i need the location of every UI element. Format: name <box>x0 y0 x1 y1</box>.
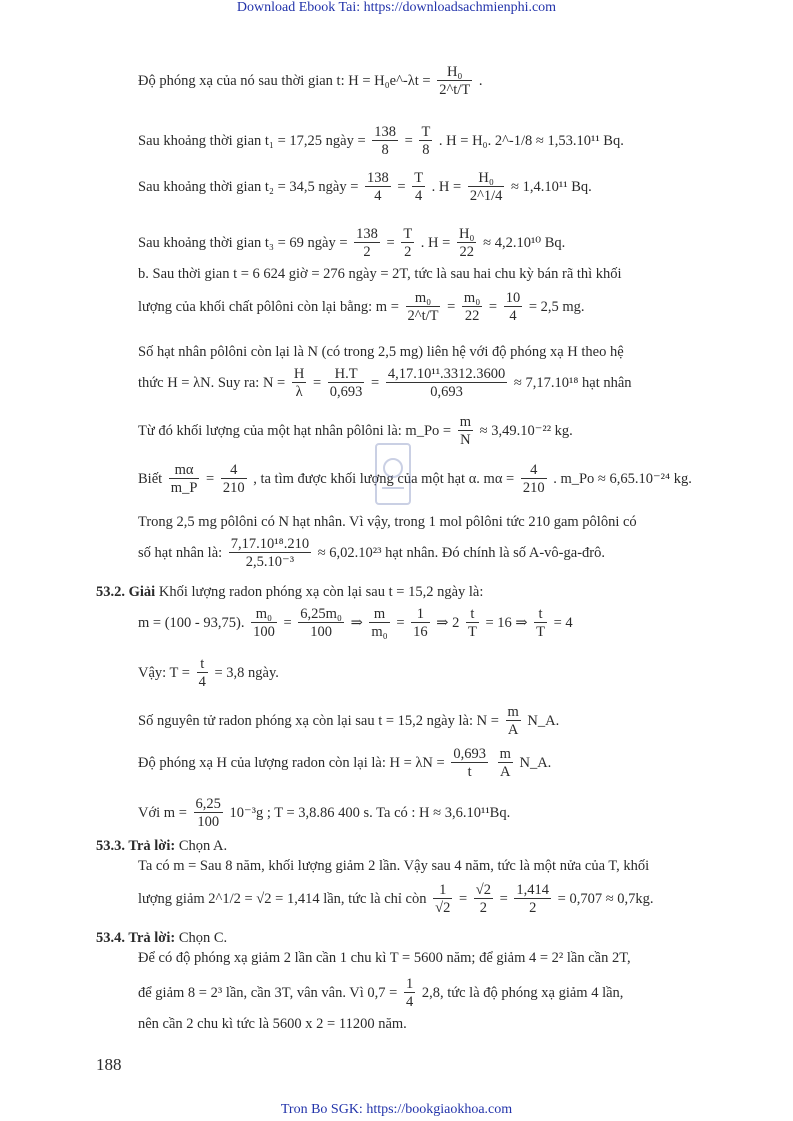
section-label: 53.4. Trả lời: <box>96 930 176 946</box>
fraction: $\frac{138}{4}$ <box>367 170 389 204</box>
text-line: b. Sau thời gian t = 6 624 giờ = 276 ngày = 2T, tức là sau hai chu kỳ bán rã thì khối <box>138 266 622 282</box>
text-line: thức H = λN. Suy ra: N = $\frac{H}{\lambda}$ = $\frac{H.T}{0,693}$ = $\frac{\text{4,17.10¹¹.3312.3600}}{0,693}$ ≈ 7,17.10¹⁸ hạt nhân <box>138 366 632 400</box>
text-line: Với m = $\frac{6,25}{100}$ 10⁻³g ; T = 3,8.86 400 s. Ta có : H ≈ 3,6.10¹¹Bq. <box>138 796 511 830</box>
section-label: 53.2. Giải <box>96 584 156 600</box>
fraction: $\frac{\text{H₀}}{22}$ <box>458 226 475 260</box>
fraction: $\frac{\text{H₀}}{2\^{}1/4}$ <box>469 170 503 204</box>
fraction: $\frac{T}{4}$ <box>414 170 424 204</box>
text-line: Số hạt nhân pôlôni còn lại là N (có trong 2,5 mg) liên hệ với độ phóng xạ H theo hệ <box>138 344 624 360</box>
fraction: $\frac{0,693}{t}$ <box>453 746 486 780</box>
fraction: $\frac{1}{16}$ <box>413 606 428 640</box>
text-line: Vậy: T = $\frac{t}{4}$ = 3,8 ngày. <box>138 656 279 690</box>
fraction: $\frac{m}{N}$ <box>459 414 471 448</box>
text-line: lượng của khối chất pôlôni còn lại bằng: m = $\frac{\text{m₀}}{2\^{}t/T}$ = $\frac{\text{m₀}}{22}$ = $\frac{10}{4}$ = 2,5 mg. <box>138 290 585 324</box>
text-line: Biết $\frac{m\alpha}{m\_P}$ = $\frac{4}{210}$ , ta tìm được khối lượng của một hạt α. mα = $\frac{4}{210}$ . m_Po ≈ 6,65.10⁻²⁴ kg. <box>138 462 692 496</box>
fraction: $\frac{\text{H₀}}{2\^{}t/T}$ <box>439 64 471 98</box>
text-line: m = (100 - 93,75). $\frac{\text{m₀}}{100}$ = $\frac{\text{6,25m₀}}{100}$ ⇒ $\frac{m}{\text{m₀}}$ = $\frac{1}{16}$ ⇒ 2 $\frac{t}{T}$ = 16 ⇒ $\frac{t}{T}$ = 4 <box>138 606 573 640</box>
footer-link[interactable]: Tron Bo SGK: https://bookgiaokhoa.com <box>280 1102 513 1117</box>
fraction: $\frac{1}{4}$ <box>405 976 414 1010</box>
text-line: Sau khoảng thời gian t₁ = 17,25 ngày = $\frac{138}{8}$ = $\frac{T}{8}$ . H = H₀. 2^-1/8 ≈ 1,53.10¹¹ Bq. <box>138 124 624 158</box>
fraction: $\frac{\text{4,17.10¹¹.3312.3600}}{0,693}$ <box>387 366 506 400</box>
fraction: $\frac{138}{8}$ <box>374 124 396 158</box>
fraction: $\frac{H.T}{0,693}$ <box>329 366 363 400</box>
text-line: Từ đó khối lượng của một hạt nhân pôlôni là: m_Po = $\frac{m}{N}$ ≈ 3,49.10⁻²² kg. <box>138 414 573 448</box>
book-watermark-icon <box>370 440 418 510</box>
fraction: $\frac{m\alpha}{m\_P}$ <box>170 462 198 496</box>
text-line: số hạt nhân là: $\frac{\text{7,17.10¹⁸.210}}{\text{2,5.10⁻³}}$ ≈ 6,02.10²³ hạt nhân. Đó chính là số A-vô-ga-đrô. <box>138 536 605 570</box>
fraction: $\frac{t}{T}$ <box>467 606 477 640</box>
text-line: Ta có m = Sau 8 năm, khối lượng giảm 2 lần. Vậy sau 4 năm, tức là một nửa của T, khối <box>138 858 650 874</box>
fraction: $\frac{1}{√2}$ <box>435 882 451 916</box>
text-line: Độ phóng xạ của nó sau thời gian t: H = H₀e^-λt = $\frac{\text{H₀}}{2\^{}t/T}$ . <box>138 64 483 98</box>
text-line: 53.3. Trả lời: Chọn A. <box>96 838 228 854</box>
fraction: $\frac{10}{4}$ <box>505 290 521 324</box>
text-line: Độ phóng xạ H của lượng radon còn lại là: H = λN = $\frac{0,693}{t}$ $\frac{m}{A}$ N_A. <box>138 746 552 780</box>
text-line: Trong 2,5 mg pôlôni có N hạt nhân. Vì vậy, trong 1 mol pôlôni tức 210 gam pôlôni có <box>138 514 637 530</box>
text-line: 53.2. Giải Khối lượng radon phóng xạ còn lại sau t = 15,2 ngày là: <box>96 584 484 600</box>
fraction: $\frac{\text{m₀}}{100}$ <box>253 606 275 640</box>
text-line: Để có độ phóng xạ giảm 2 lần cần 1 chu kì T = 5600 năm; để giảm 4 = 2² lần cần 2T, <box>138 950 631 966</box>
fraction: $\frac{m}{A}$ <box>507 704 519 738</box>
fraction: $\frac{t}{T}$ <box>536 606 545 640</box>
text-line: nên cần 2 chu kì tức là 5600 x 2 = 11200 năm. <box>138 1016 407 1032</box>
fraction: $\frac{√2}{2}$ <box>475 882 491 916</box>
text-line: Số nguyên tử radon phóng xạ còn lại sau t = 15,2 ngày là: N = $\frac{m}{A}$ N_A. <box>138 704 560 738</box>
fraction: $\frac{\text{m₀}}{22}$ <box>463 290 481 324</box>
section-label: 53.3. Trả lời: <box>96 838 176 854</box>
fraction: $\frac{\text{6,25m₀}}{100}$ <box>300 606 342 640</box>
fraction: $\frac{138}{2}$ <box>356 226 378 260</box>
fraction: $\frac{T}{8}$ <box>421 124 431 158</box>
fraction: $\frac{T}{2}$ <box>403 226 413 260</box>
text-line: Sau khoảng thời gian t₂ = 34,5 ngày = $\frac{138}{4}$ = $\frac{T}{4}$ . H = $\frac{\text{H₀}}{2\^{}1/4}$ ≈ 1,4.10¹¹ Bq. <box>138 170 592 204</box>
text-line: để giảm 8 = 2³ lần, cần 3T, vân vân. Vì 0,7 = $\frac{1}{4}$ 2,8, tức là độ phóng xạ giảm 4 lần, <box>138 976 624 1010</box>
text-line: Sau khoảng thời gian t₃ = 69 ngày = $\frac{138}{2}$ = $\frac{T}{2}$ . H = $\frac{\text{H₀}}{22}$ ≈ 4,2.10¹⁰ Bq. <box>138 226 566 260</box>
text-line: lượng giảm 2^1/2 = √2 = 1,414 lần, tức là chỉ còn $\frac{1}{√2}$ = $\frac{√2}{2}$ = $\frac{1,414}{2}$ = 0,707 ≈ 0,7kg. <box>138 882 654 916</box>
header-link[interactable]: Download Ebook Tai: https://downloadsachmienphi.com <box>236 0 557 15</box>
fraction: $\frac{m}{A}$ <box>499 746 511 780</box>
text-line: 53.4. Trả lời: Chọn C. <box>96 930 228 946</box>
fraction: $\frac{m}{\text{m₀}}$ <box>371 606 388 640</box>
fraction: $\frac{\text{m₀}}{2\^{}t/T}$ <box>407 290 439 324</box>
fraction: $\frac{6,25}{100}$ <box>195 796 221 830</box>
fraction: $\frac{\text{7,17.10¹⁸.210}}{\text{2,5.10⁻³}}$ <box>230 536 310 570</box>
fraction: $\frac{1,414}{2}$ <box>516 882 550 916</box>
fraction: $\frac{H}{\lambda}$ <box>293 366 305 400</box>
fraction: $\frac{t}{4}$ <box>198 656 206 690</box>
text: Độ phóng xạ của nó sau thời gian t: H = H₀e^-λt = <box>138 72 431 89</box>
page-number: 188 <box>96 1055 122 1074</box>
fraction: $\frac{4}{210}$ <box>522 462 545 496</box>
fraction: $\frac{4}{210}$ <box>222 462 245 496</box>
